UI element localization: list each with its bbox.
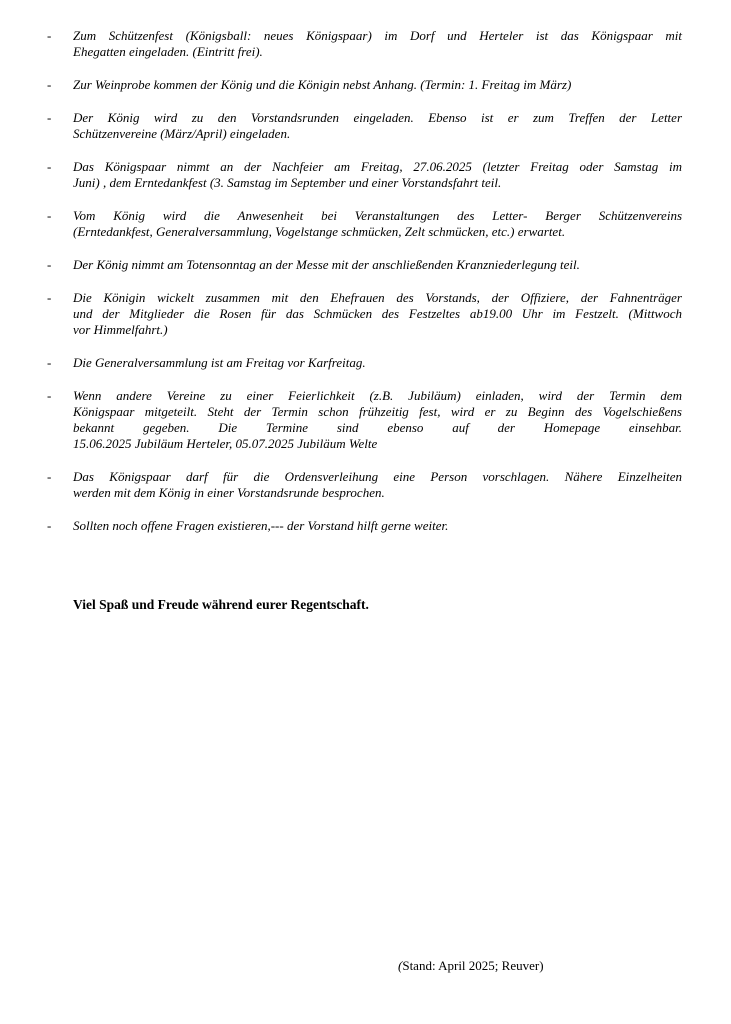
list-item xyxy=(47,388,682,452)
text-line: (Erntedankfest, Generalversammlung, Vogelstange schmücken, Zelt schmücken, etc.) erwartet. xyxy=(73,224,566,239)
bullet-dash: - xyxy=(47,159,52,174)
text-line: Schützenvereine (März/April) eingeladen. xyxy=(73,126,291,141)
bullet-dash: - xyxy=(47,28,52,43)
text-line: vor Himmelfahrt.) xyxy=(73,322,168,337)
closing-line: Viel Spaß und Freude während eurer Regentschaft. xyxy=(73,597,369,612)
text-line: Die Königin wickelt zusammen mit den Ehefrauen des Vorstands, der Offiziere, der Fahnenträger xyxy=(73,290,682,305)
bullet-dash: - xyxy=(47,257,52,272)
text-line: Das Königspaar nimmt an der Nachfeier am Freitag, 27.06.2025 (letzter Freitag oder Samstag im xyxy=(73,159,682,174)
bullet-dash: - xyxy=(47,518,52,533)
footer-text: Stand: April 2025; Reuver) xyxy=(402,958,544,973)
list-item xyxy=(47,208,682,240)
list-item-text xyxy=(73,208,682,240)
text-line: Vom König wird die Anwesenheit bei Veranstaltungen des Letter- Berger Schützenvereins xyxy=(73,208,682,223)
list-item-text xyxy=(73,110,682,142)
list-item xyxy=(47,469,682,501)
list-item xyxy=(47,518,682,534)
text-line: Juni) , dem Erntedankfest (3. Samstag im September und einer Vorstandsfahrt teil. xyxy=(73,175,502,190)
text-line: Ehegatten eingeladen. (Eintritt frei). xyxy=(73,44,263,59)
list-item-text xyxy=(73,28,682,60)
bullet-dash: - xyxy=(47,110,52,125)
text-line: Sollten noch offene Fragen existieren,--- der Vorstand hilft gerne weiter. xyxy=(73,518,449,533)
footer-paren: ( xyxy=(398,958,403,973)
text-line: Der König nimmt am Totensonntag an der Messe mit der anschließenden Kranzniederlegung teil. xyxy=(73,257,580,272)
bullet-dash: - xyxy=(47,388,52,403)
list-item xyxy=(47,28,682,60)
bullet-dash: - xyxy=(47,355,52,370)
list-item xyxy=(47,290,682,338)
bullet-list xyxy=(47,28,682,551)
list-item-text xyxy=(73,518,682,534)
bullet-dash: - xyxy=(47,208,52,223)
text-line: werden mit dem König in einer Vorstandsrunde besprochen. xyxy=(73,485,385,500)
bullet-dash: - xyxy=(47,77,52,92)
text-line: Königspaar mitgeteilt. Steht der Termin schon frühzeitig fest, wird er zu Beginn des Vogelschießens xyxy=(73,404,682,419)
text-line: Zum Schützenfest (Königsball: neues Königspaar) im Dorf und Herteler ist das Königspaar mit xyxy=(73,28,682,43)
text-line: und der Mitglieder die Rosen für das Schmücken des Festzeltes ab19.00 Uhr im Festzelt. (Mittwoch xyxy=(73,306,682,321)
list-item-text xyxy=(73,469,682,501)
footer-note xyxy=(398,958,544,974)
list-item xyxy=(47,355,682,371)
list-item-text xyxy=(73,257,682,273)
text-line: Zur Weinprobe kommen der König und die Königin nebst Anhang. (Termin: 1. Freitag im März) xyxy=(73,77,572,92)
list-item xyxy=(47,77,682,93)
text-line: Das Königspaar darf für die Ordensverleihung eine Person vorschlagen. Nähere Einzelheiten xyxy=(73,469,682,484)
text-line: bekannt gegeben. Die Termine sind ebenso auf der Homepage einsehbar. xyxy=(73,420,682,435)
list-item xyxy=(47,110,682,142)
text-line: Die Generalversammlung ist am Freitag vor Karfreitag. xyxy=(73,355,366,370)
text-line: Der König wird zu den Vorstandsrunden eingeladen. Ebenso ist er zum Treffen der Letter xyxy=(73,110,682,125)
list-item-text xyxy=(73,355,682,371)
list-item-text xyxy=(73,159,682,191)
text-line: 15.06.2025 Jubiläum Herteler, 05.07.2025 Jubiläum Welte xyxy=(73,436,378,451)
bullet-dash: - xyxy=(47,290,52,305)
list-item-text xyxy=(73,388,682,452)
list-item-text xyxy=(73,77,682,93)
text-line: Wenn andere Vereine zu einer Feierlichkeit (z.B. Jubiläum) einladen, wird der Termin dem xyxy=(73,388,682,403)
bullet-dash: - xyxy=(47,469,52,484)
list-item xyxy=(47,257,682,273)
list-item-text xyxy=(73,290,682,338)
list-item xyxy=(47,159,682,191)
